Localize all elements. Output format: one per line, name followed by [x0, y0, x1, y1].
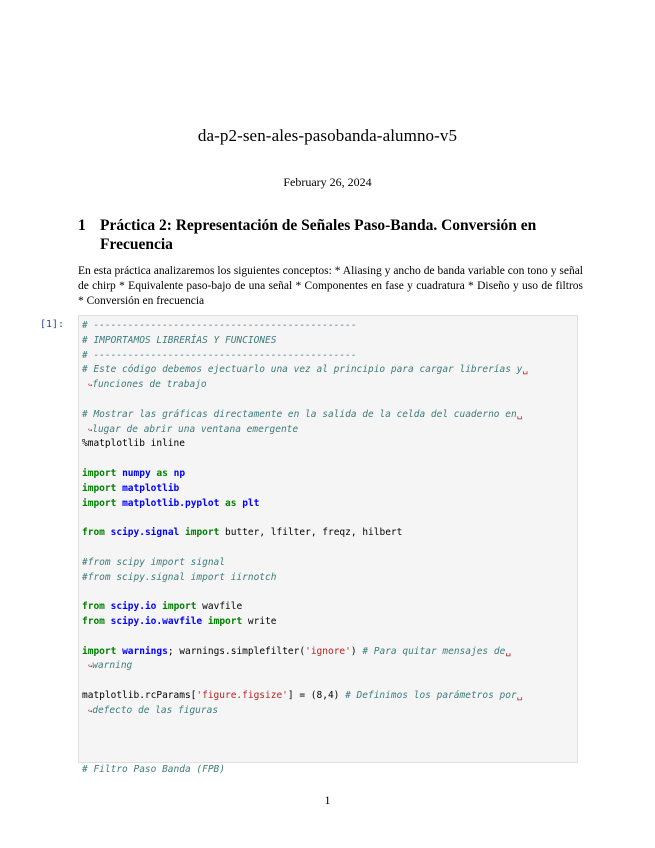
page-number: 1 — [324, 793, 331, 807]
code-line — [82, 467, 574, 482]
code-token: #from scipy import signal — [82, 556, 225, 568]
code-token: lugar de abrir una ventana emergente — [92, 423, 299, 435]
code-line — [82, 511, 574, 526]
code-token: as — [225, 497, 237, 509]
code-line — [82, 615, 574, 630]
code-token: # Mostrar las gráficas directamente en la salida de la celda del cuaderno en — [82, 408, 517, 420]
section-title: Práctica 2: Representación de Señales Paso-Banda. Conversión en Frecuencia — [100, 217, 537, 253]
code-token: ] = (8,4) — [287, 689, 346, 701]
code-token: import — [82, 482, 117, 494]
code-token: np — [173, 467, 186, 479]
code-token: numpy — [122, 467, 151, 479]
code-token: matplotlib.pyplot — [122, 497, 220, 509]
code-token: ) — [350, 645, 363, 657]
code-token: #from scipy.signal import iirnotch — [82, 571, 277, 583]
code-token: 'ignore' — [305, 645, 351, 657]
line-continuation-marker: ↪ — [88, 381, 93, 390]
code-token: # Este código debemos ejectuarlo una vez al principio para cargar librerías y — [82, 364, 523, 376]
code-line — [82, 378, 574, 393]
code-line — [82, 452, 574, 467]
code-token: import — [82, 467, 117, 479]
line-wrap-marker: ␣ — [505, 645, 512, 657]
code-token: write — [242, 615, 277, 627]
code-token: warning — [92, 660, 133, 672]
code-token: import — [185, 527, 220, 539]
code-token: wavfile — [196, 601, 243, 613]
code-line — [82, 763, 574, 778]
code-line — [82, 526, 574, 541]
code-token: # IMPORTAMOS LIBRERÍAS Y FUNCIONES — [82, 334, 277, 346]
code-line — [82, 571, 574, 586]
code-token: import — [82, 645, 117, 657]
code-token: scipy.io.wavfile — [110, 615, 203, 627]
code-line — [82, 585, 574, 600]
code-token: defecto de las figuras — [92, 704, 219, 716]
line-wrap-marker: ␣ — [522, 364, 529, 376]
code-line — [82, 423, 574, 438]
cell-prompt: [1]: — [40, 319, 65, 330]
code-line — [82, 748, 574, 763]
code-token: # Para quitar mensajes de — [362, 645, 506, 657]
code-line — [82, 719, 574, 734]
code-line — [82, 482, 574, 497]
code-line — [82, 497, 574, 512]
code-token: import — [162, 601, 197, 613]
code-line — [82, 600, 574, 615]
code-token: plt — [242, 497, 260, 509]
code-token: butter, lfilter, freqz, hilbert — [219, 527, 403, 539]
document-date: February 26, 2024 — [283, 175, 372, 189]
line-continuation-marker: ↪ — [88, 706, 93, 715]
code-line — [82, 674, 574, 689]
code-line — [82, 630, 574, 645]
code-token: ; warnings.simplefilter( — [167, 645, 306, 657]
code-token: as — [156, 467, 168, 479]
code-token: from — [82, 527, 105, 539]
code-cell[interactable] — [78, 315, 578, 775]
section-number: 1 — [78, 217, 86, 234]
code-token: from — [82, 601, 105, 613]
code-token: # ---------------------------------------------- — [82, 349, 357, 361]
code-token: from — [82, 615, 105, 627]
section-heading — [78, 216, 583, 254]
code-line — [82, 319, 574, 334]
code-line — [82, 645, 574, 660]
code-token: %matplotlib inline — [82, 438, 185, 450]
code-token: matplotlib — [122, 482, 180, 494]
code-token: import — [82, 497, 117, 509]
code-line — [82, 659, 574, 674]
code-line — [82, 541, 574, 556]
code-token: matplotlib.rcParams[ — [82, 689, 197, 701]
code-token: import — [207, 615, 243, 627]
code-line — [82, 556, 574, 571]
code-line — [82, 349, 574, 364]
code-line — [82, 733, 574, 748]
code-line — [82, 334, 574, 349]
code-line — [82, 363, 574, 378]
code-line — [82, 689, 574, 704]
document-title: da-p2-sen-ales-pasobanda-alumno-v5 — [197, 126, 458, 145]
code-token: funciones de trabajo — [92, 379, 207, 391]
code-token: warnings — [122, 645, 168, 657]
code-token: # Definimos los parámetros por — [345, 689, 517, 701]
code-line — [82, 408, 574, 423]
line-wrap-marker: ␣ — [516, 408, 523, 420]
code-token: scipy.io — [110, 601, 157, 613]
line-continuation-marker: ↪ — [88, 425, 93, 434]
code-token: # Filtro Paso Banda (FPB) — [82, 763, 225, 775]
code-line — [82, 437, 574, 452]
line-continuation-marker: ↪ — [88, 662, 93, 671]
code-token: scipy.signal — [110, 527, 180, 539]
code-token: 'figure.figsize' — [196, 689, 288, 701]
intro-paragraph: En esta práctica analizaremos los siguientes conceptos: * Aliasing y ancho de banda variable con tono y señal de chirp * Equivalente paso-bajo de una señal * Componentes en fase y cuadratura * Diseño y uso de filtros * Conversión en frecuencia — [78, 265, 583, 307]
line-wrap-marker: ␣ — [516, 689, 523, 701]
code-block — [82, 319, 574, 778]
code-token: # ---------------------------------------------- — [82, 320, 357, 331]
code-line — [82, 704, 574, 719]
code-line — [82, 393, 574, 408]
